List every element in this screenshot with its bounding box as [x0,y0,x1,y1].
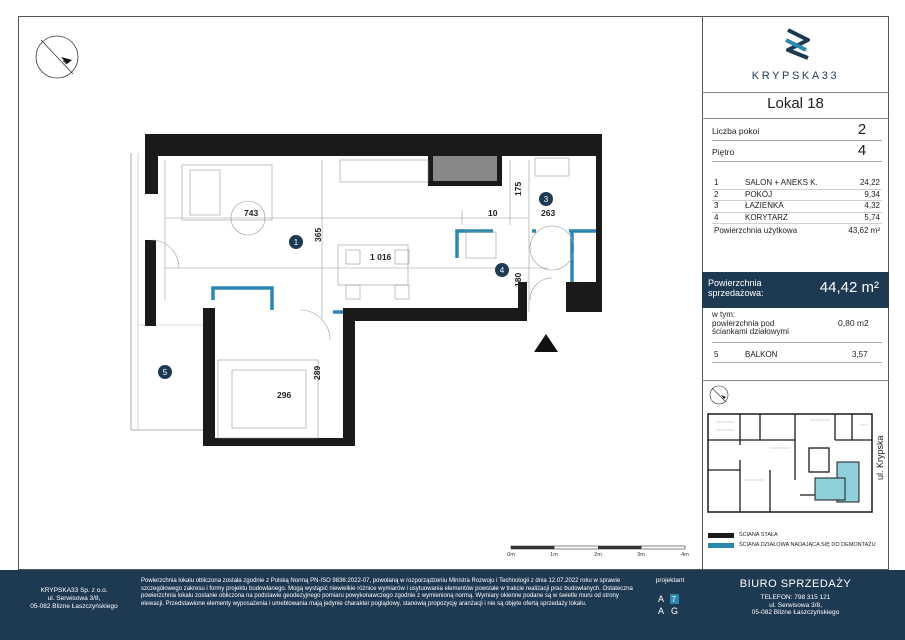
dim-10: 10 [488,208,498,218]
sales-area-label-1: Powierzchnia [708,278,762,288]
designer-block [652,577,688,626]
legend-fixed-label: ŚCIANA STAŁA [739,532,778,538]
balcony-no: 5 [714,350,719,359]
divider [712,342,882,343]
brand-name: KRYPSKA33 [751,70,840,82]
north-arrow-icon [36,36,78,78]
street-label: ul. Krypska [875,435,885,480]
divider [712,140,882,141]
floor-value: 4 [857,142,867,159]
divider [702,92,889,93]
sales-office-line-3: 05-082 Blizne Łaszczyńskiego [751,609,840,616]
dim-289: 289 [312,365,322,380]
site-north-icon [710,386,728,404]
room-name: ŁAZIENKA [745,201,784,210]
legend-swatch-partition [708,543,734,548]
company-line-2: ul. Serwisowa 3/8, [47,595,101,602]
rooms-label: Liczba pokoi [712,126,760,136]
partition-walls [213,231,596,312]
room-name: POKÓJ [745,189,773,199]
room-marker-1: 1 [293,238,299,247]
company-info [14,587,134,611]
partition-line-3: ściankami działowymi [712,327,789,336]
svg-text:G: G [671,606,679,616]
footer [0,570,905,640]
room-marker-3: 3 [543,195,549,204]
dim-365: 365 [313,227,323,242]
dim-180: 180 [513,272,523,287]
dim-743: 743 [244,208,259,218]
svg-text:A: A [658,594,665,604]
room-no: 1 [714,178,719,187]
scale-tick-4: 4m [681,552,689,558]
company-line-3: 05-082 Blizne Łaszczyńskiego [30,603,118,610]
divider [702,118,889,119]
usable-area-label: Powierzchnia użytkowa [714,226,798,235]
sales-office [702,578,889,617]
partition-line-2: powierzchnia pod [712,318,775,328]
balcony-name: BALKON [745,350,778,359]
dim-1016: 1 016 [370,252,392,262]
designer-logo-icon [652,584,688,624]
scale-tick-0: 0m [507,552,515,558]
room-area: 9,34 [864,189,880,199]
table-row [712,213,882,225]
room-area: 5,74 [864,212,880,222]
sales-office-line-2: ul. Serwisowa 3/8, [769,601,822,609]
shaft [433,156,497,181]
scale-bar [507,546,689,558]
north-label: N [62,57,71,67]
legend-swatch-fixed [708,533,734,538]
room-area: 4,32 [864,201,880,210]
rooms-table [712,178,882,238]
usable-area-row [712,226,882,238]
table-row [712,190,882,202]
partition-note [712,311,789,337]
room-marker-5: 5 [162,368,168,377]
table-row [712,201,882,213]
svg-text:7: 7 [671,595,676,604]
divider [702,380,889,381]
rooms-value: 2 [857,121,867,138]
dim-263: 263 [541,208,556,218]
building-site-plan [708,414,872,512]
entrance-arrow-icon [534,334,558,352]
room-no: 4 [714,212,719,222]
divider [712,362,882,363]
scale-tick-2: 2m [594,552,602,558]
balcony-area: 3,57 [852,350,868,359]
scale-tick-1: 1m [550,552,558,558]
unit-title: Lokal 18 [767,95,824,112]
partition-value: 0,80 m2 [838,318,869,328]
sales-office-title: BIURO SPRZEDAŻY [739,578,852,590]
room-area: 24,22 [859,178,880,187]
room-name: KORYTARZ [745,212,788,222]
designer-label: projektant [655,577,685,584]
disclaimer-text: Powierzchnia lokalu obliczona została zgodnie z Polską Normą PN-ISO 9836:2022-07, powołaną w rozporządzeniu Ministra Rozwoju i Technologii z dnia 12.07.2022 roku w sprawie szczegółowego zakresu i formy projektu budowlanego. Mogą wystąpić niewielkie różnice wymiarów i usytuowania elementów powstałe w trakcie realizacji prac budowlanych. Ostateczna powierzchnia lokalu zostanie obliczona na podstawie geodezyjnego pomiaru powykonawczego zgodnie z wymienioną normą. Wymiary okienne podane są w świetle muru od strony elewacji. Przedstawione elementy wyposażenia i umeblowania mają jedynie charakter poglądowy, stanowią propozycję aranżacji i nie są objęte ofertą sprzedaży lokalu. [141,578,633,607]
divider [712,161,882,162]
floor-label: Piętro [712,147,735,157]
scale-tick-3: 3m [637,552,645,558]
sales-area-value: 44,42 m² [819,279,879,296]
dim-296: 296 [277,390,292,400]
company-line-1: KRYPSKA33 Sp. z o.o. [40,587,108,594]
sales-area-box [702,272,889,308]
room-no: 2 [714,189,719,199]
balcony-area [131,153,204,430]
sales-office-phone: TELEFON: 798 315 121 [760,594,831,601]
table-row [712,178,882,190]
brand-logo-icon [786,30,808,58]
room-marker-4: 4 [499,266,505,275]
legend-partition-label: ŚCIANA DZIAŁOWA NADAJĄCA SIĘ DO DEMONTAŻU [739,542,876,548]
partition-line-1: w tym: [712,310,736,319]
usable-area-value: 43,62 m² [848,226,880,235]
sales-area-label-2: sprzedażowa: [708,288,764,298]
room-no: 3 [714,201,719,210]
svg-text:A: A [658,606,665,616]
room-name: SALON + ANEKS K. [745,178,818,187]
dim-175: 175 [513,181,523,196]
